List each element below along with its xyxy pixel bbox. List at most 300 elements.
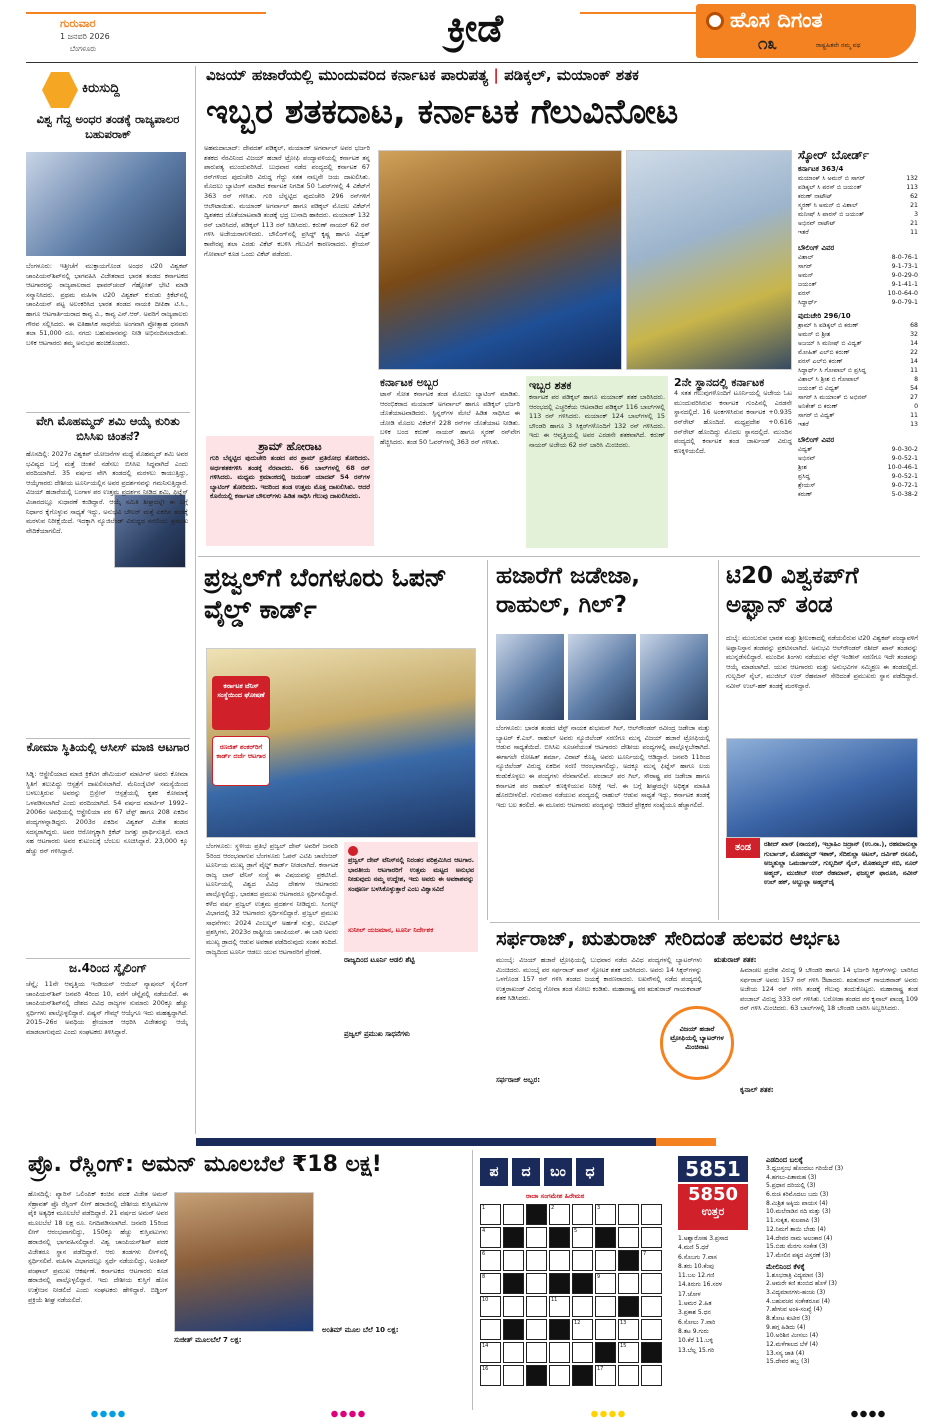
score-row [798,220,918,229]
prev-puzzle-box [678,1184,748,1230]
kirusuddi-story3-title: ಕೋಮಾ ಸ್ಥಿತಿಯಲ್ಲಿ ಆಸೀಸ್ ಮಾಜಿ ಆಟಗಾರ [26,740,190,754]
score-row-label: ಮನೀಷ್ ಸಿ ಪಾರಸ್ ಬಿ ಜಯಂತ್ [798,210,865,218]
score-row [798,385,918,394]
main-kicker-right: ಪಡಿಕ್ಕಲ್, ಮಯಾಂಕ್ ಶತಕ [504,66,639,84]
clues [766,1156,918,1367]
crossword-cell-number: 7 [643,1251,647,1257]
crossword-black-cell [503,1273,524,1294]
score-row-label: ಜಯಂತ್ ಬಿ ವಿದ್ವತ್ [798,384,840,392]
crossword-cell[interactable] [503,1365,524,1386]
score-row-value: 10-0-46-1 [887,463,918,471]
down-clues [766,1272,918,1368]
prajwal-sub1: ರಾಜ್ಯದಿಂದ ಟೂರ್ನಿ ಆಡಲಿ ಶೆಟ್ಟಿ [344,956,415,964]
afghan-team-photo [726,738,918,838]
score-row [798,473,918,482]
kirusuddi-story4-title: ಜ.4ರಿಂದ ಸ್ಕೈಲಿಂಗ್ [69,961,147,975]
sarfaraz-story [492,926,920,1136]
score-row-value: 11 [910,228,918,236]
clue-item: 1.ಶೂಭರಾತ್ರಿ ವಿದ್ಯಮಾನ (3) [766,1271,824,1279]
score-row [798,202,918,211]
quote-icon [348,846,358,856]
score-row-label: ಕರುಣ್ [798,490,813,498]
answers [678,1234,762,1355]
masthead-day: ಗುರುವಾರ [60,17,96,30]
score-row-value: 14 [910,357,918,365]
crossword-cell[interactable] [618,1319,639,1340]
crossword-cell[interactable] [480,1296,501,1317]
crossword-cell[interactable] [526,1227,547,1248]
sarfaraz-sub1: ಸರ್ಫರಾಜ್ ಅಬ್ಬರ: [496,1076,541,1084]
score-row-value: 21 [910,201,918,209]
kirusuddi-banner [36,70,158,110]
scoreboard [798,148,918,548]
score-row-value: 27 [910,393,918,401]
crossword-cell-number: 14 [482,1343,489,1349]
score-row-value: 11 [910,411,918,419]
scoreboard-title: ಸ್ಕೋರ್ ಬೋರ್ಡ್ [798,148,870,162]
score-row [798,263,918,272]
crossword-black-cell [572,1273,593,1294]
clue-item: 4.ಬಹುವಚನ ಸಂಕೇತರೂಪ (4) [766,1297,830,1305]
kirusuddi-label: ಕಿರುಸುದ್ದಿ [82,81,120,96]
puzzle-number: 5851 [678,1156,748,1182]
hazare-story [492,560,714,920]
box1-body: ಟಾಸ್ ಸೋತ ಕರ್ನಾಟಕ ತಂಡ ಮೊದಲು ಬ್ಯಾಟಿಂಗ್ ಮಾಡಿತು. ಆರಂಭಿಕರಾದ ಮಯಾಂಕ್ ಅಗರ್ವಾಲ್ ಹಾಗೂ ಪಡಿಕ್ಕಲ್ ಭರ್ಜರಿ ಜೊತೆಯಾಟವಾಡಿದರು. ಸ್ಪಿನ್ನರ್‌ಗಳ ಮೇಲೆ ಹಿಡಿತ ಸಾಧಿಸಿದ ಈ ಜೋಡಿ ಮೊದಲ ವಿಕೆಟ್‌ಗೆ 228 ರನ್‌ಗಳ ಜೊತೆಯಾಟ ನೀಡಿತು. ಬಳಿಕ ಬಂದ ಕರುಣ್ ನಾಯರ್ ಹಾಗೂ ಸ್ಮರಣ್ ರನ್‌ವೇಗ ಹೆಚ್ಚಿಸಿದರು. ತಂಡ 50 ಓವರ್‌ಗಳಲ್ಲಿ 363 ರನ್ ಗಳಿಸಿತು. [380,390,520,447]
section-color-bar [26,1138,918,1146]
column-divider [472,1150,473,1410]
score-row-value: 8 [914,375,918,383]
rahul-photo [496,634,564,720]
crossword-cell[interactable] [572,1250,593,1271]
sarfaraz-badge: ವಿಜಯ್ ಹಜಾರೆ ಟ್ರೋಫಿಯಲ್ಲಿ ಬ್ಯಾಟರ್‌ಗಳ ಮಿಂಚಿನಾಟ [660,1006,734,1080]
crossword-cell[interactable] [618,1227,639,1248]
answer-item: 6.ಸೋಲು 7.ವಾರಿ [678,1318,716,1326]
clue-item: 2.ಅಮರೇ ಕಣಿ ತುಂಬಿದ ಹೊಳೆ (3) [766,1280,837,1288]
crossword-black-cell [618,1250,639,1271]
masthead [0,0,945,64]
masthead-divider [26,62,918,63]
crossword-cell-number: 11 [551,1297,558,1303]
hazare-headline: ಹಜಾರೆಗೆ ಜಡೇಜಾ, ರಾಹುಲ್, ಗಿಲ್? [496,563,640,619]
crossword-cell[interactable] [595,1273,616,1294]
box-karnataka-abbara [380,376,520,548]
answer-item: 8.ತರು 10.ಕೆಂಪು [678,1262,714,1270]
score-row [798,412,918,421]
scoreboard-bowl2-title: ಬೌಲಿಂಗ್ ವಿವರ [798,436,835,444]
crossword-cell[interactable] [618,1365,639,1386]
clue-item: 15.ಬಿಡು ಮೆರಗು ಸಂಕೇತ (3) [766,1243,828,1251]
crossword-cell[interactable] [549,1250,570,1271]
crossword-cell[interactable] [526,1319,547,1340]
score-row-label: ಅಜಯ್ ಸಿ ಮನೀಷ್ ಬಿ ವಿದ್ವತ್ [798,339,862,347]
answer-item: 4.ಮಣಿ 5.ಧರೆ [678,1244,709,1252]
crossword-cell[interactable] [503,1250,524,1271]
score-row [798,322,918,331]
score-row [798,394,918,403]
crossword-cell-number: 5 [574,1228,578,1234]
crossword-title-tile: ದ [512,1158,540,1186]
score-row-label: ಕರುಣ್ ನಾಟೌಟ್ [798,192,833,200]
crossword-cell-number: 17 [597,1366,604,1372]
main-headline: ಇಬ್ಬರ ಶತಕದಾಟ, ಕರ್ನಾಟಕ ಗೆಲುವಿನೋಟ [206,92,679,132]
score-row-value: 3 [914,210,918,218]
score-row-label: ಅಮನ್ ಬಿ ಶ್ರೀಶ [798,330,831,338]
t20-headline: ಟಿ20 ವಿಶ್ವಕಪ್‌ಗೆ ಅಫ್ಘಾನ್ ತಂಡ [726,563,859,619]
score-row [798,184,918,193]
answer-label: ಉತ್ತರ [701,1205,725,1218]
crossword-title-tile: ಪ [480,1158,508,1186]
crossword-cell[interactable] [549,1365,570,1386]
clue-item: 4.ಹಗಲು-ಪಿತಾಮಹ (3) [766,1173,817,1181]
crossword-cell[interactable] [595,1296,616,1317]
across-title: ಎಡದಿಂದ ಬಲಕ್ಕೆ [766,1156,803,1164]
sarfaraz-body-right: ಹಿಮಾಚಲ ಪ್ರದೇಶ ವಿರುದ್ಧ 9 ಬೌಂಡರಿ ಹಾಗೂ 14 ಭರ್ಜರಿ ಸಿಕ್ಸರ್‌ಗಳನ್ನು ಬಾರಿಸಿದ ಸರ್ಫರಾಜ್ ಅವರು 157 ರನ್ ಗಳಿಸಿ ಔಟಾದರು. ಋತುರಾಜ್ ಗಾಯಕವಾಡ್ ಅವರು ಅಜೇಯ 124 ರನ್ ಗಳಿಸಿ ತಂಡಕ್ಕೆ ಗೆಲುವು ತಂದುಕೊಟ್ಟರು. ಮಹಾರಾಷ್ಟ್ರ ತಂಡ ಪಂಜಾಬ್ ವಿರುದ್ಧ 333 ರನ್ ಗಳಿಸಿತು. ಬರೋಡಾ ತಂಡದ ಪರ ಕೃನಾಲ್ ಪಾಂಡ್ಯ 109 ರನ್ ಗಳಿಸಿ ಮಿಂಚಿದರು. 63 ಬಾಲ್‌ಗಳಲ್ಲಿ 18 ಬೌಂಡರಿ ಬಾರಿಸಿ ಅಬ್ಬರಿಸಿದರು. [740,966,918,1013]
paper-name: ಹೊಸ ದಿಗಂತ [730,8,823,32]
crossword-title-tile: ಬಂ [544,1158,572,1186]
crossword-cell[interactable] [641,1250,662,1271]
crossword-cell[interactable] [480,1342,501,1363]
bar-orange [656,1138,716,1146]
brand-sun-icon [706,12,724,30]
page-number: ೧೩ [758,34,778,54]
clue-item: 11.ಸುಕೃತ, ಕುಲಪಾಪಿ (3) [766,1217,820,1225]
crossword-cell[interactable] [641,1204,662,1225]
prajwal-story [200,560,482,1135]
score-row [798,446,918,455]
shram-box-body: ಗುರಿ ಬೆನ್ನಟ್ಟಿದ ಪುದುಚೇರಿ ತಂಡದ ಪರ ಶ್ರಾಮ್ ಪ್ರತಿರೋಧ ತೋರಿದರು. ಅರ್ಧಶತಕಗಳಿಸಿ ತಂಡಕ್ಕೆ ನೆರವಾದರು. 66 ಬಾಲ್‌ಗಳಲ್ಲಿ 68 ರನ್ ಗಳಿಸಿದರು. ಮಧ್ಯಮ ಕ್ರಮಾಂಕದಲ್ಲಿ ಜಯಂತ್ ಯಾದವ್ 54 ರನ್‌ಗಳ ಬ್ಯಾಟಿಂಗ್‌ ತೋರಿದರು. ಇದರಿಂದ ತಂಡ ಉತ್ತಮ ಮೊತ್ತ ದಾಖಲಿಸಿತು. ಆದರೆ ಕೊನೆಯಲ್ಲಿ ಕರ್ನಾಟಕ ಬೌಲರ್‌ಗಳು ಹಿಡಿತ ಸಾಧಿಸಿ ಗೆಲುವು ದಾಖಲಿಸಿದರು. [210,454,370,501]
crossword-cell[interactable] [641,1273,662,1294]
answer-item: 17.ಜೋಳ [678,1290,701,1298]
kirusuddi-story1-body: ಬೆಂಗಳೂರು: ಇತ್ತೀಚೆಗೆ ಮುಕ್ತಾಯಗೊಂಡ ಅಂಧರ ಟಿ20 ವಿಶ್ವಕಪ್ ಚಾಂಪಿಯನ್‌ಶಿಪ್‌ನಲ್ಲಿ ಭಾಗವಹಿಸಿ ವಿಜೇತರಾದ ಭಾರತ ತಂಡದ ಕರ್ನಾಟಕದ ಆಟಗಾರರನ್ನು ರಾಜ್ಯಪಾಲರಾದ ಥಾವರ್‌ಚಂದ್ ಗೆಹ್ಲೋತ್ ಭೇಟಿ ಮಾಡಿ ಸನ್ಮಾನಿಸಿದರು. ಪ್ರಥಮ ಮಹಿಳಾ ಟಿ20 ವಿಶ್ವಕಪ್ ಕುರುಡು ಕ್ರಿಕೆಟ್‌ನಲ್ಲಿ ಚಾಂಪಿಯನ್ ಪಟ್ಟ ಅಲಂಕರಿಸಿದ ಭಾರತ ತಂಡದ ನಾಯಕಿ ದೀಪಿಕಾ ಟಿ.ಸಿ., ಹಾಗೂ ಆಟಗಾರ್ತಿಯರಾದ ಕಾವ್ಯ ವಿ., ಕಾವ್ಯ ಎನ್.ಆರ್. ಅವರಿಗೆ ರಾಜ್ಯಪಾಲರು ಗೌರವ ಸಲ್ಲಿಸಿದರು. ಈ ಐತಿಹಾಸಿಕ ಸಾಧನೆಯ ಅಂಗವಾಗಿ ಪ್ರೋತ್ಸಾಹ ಧನವಾಗಿ ತಲಾ 51,000 ರೂ. ನಗದು ಬಹುಮಾನವನ್ನು ನೀಡಿ ಅಭಿನಂದಿಸಲಾಯಿತು. ಬಳಿಕ ಆಟಗಾರರು ತಮ್ಮ ಅನುಭವ ಹಂಚಿಕೊಂಡರು. [26,262,188,347]
crossword-cell[interactable] [480,1250,501,1271]
score-row-value: 9-0-52-1 [891,454,918,462]
crossword-cell[interactable] [526,1250,547,1271]
clue-item: 7.ಹೇಳುವ ಅಂಕಿ-ಸಂಖ್ಯೆ (4) [766,1306,823,1314]
sarfaraz-body-left: ಮುಂಬೈ: ವಿಜಯ್ ಹಜಾರೆ ಟ್ರೋಫಿಯಲ್ಲಿ ಬುಧವಾರ ನಡೆದ ವಿವಿಧ ಪಂದ್ಯಗಳಲ್ಲಿ ಬ್ಯಾಟರ್‌ಗಳು ಮಿಂಚಿದರು. ಮುಂಬೈ ಪರ ಸರ್ಫರಾಜ್ ಖಾನ್ ಸ್ಫೋಟಕ ಶತಕ ಬಾರಿಸಿದರು. ಅವರು 14 ಸಿಕ್ಸರ್‌ಗಳನ್ನು ಒಳಗೊಂಡ 157 ರನ್ ಗಳಿಸಿ ತಂಡದ ಜಯಕ್ಕೆ ಕಾರಣರಾದರು. ಲಖನೌನಲ್ಲಿ ನಡೆದ ಪಂದ್ಯದಲ್ಲಿ ಉತ್ತರಾಖಂಡ್ ವಿರುದ್ಧ ಗೋವಾ ತಂಡ ಸೋಲು ಕಂಡಿತು. ಮಹಾರಾಷ್ಟ್ರ ಪರ ಋತುರಾಜ್ ಗಾಯಕವಾಡ್ ಶತಕ ಸಿಡಿಸಿದರು. [496,956,702,1003]
clue-item: 10.ಅರಿಶಿನ ಮೀಸಲು (4) [766,1332,819,1340]
padikkal-photo [626,150,792,370]
score-row [798,281,918,290]
prajwal-sub2: ಪ್ರಜ್ವಲ್ ಪ್ರಮುಖ ಸಾಧನೆಗಳು [344,1030,410,1038]
answer-item: 13.ಬೆಲ್ಲ 15.ಗರಿ [678,1346,715,1354]
section-divider [490,922,920,923]
column-divider [195,66,196,1134]
prajwal-body: ಬೆಂಗಳೂರು: ಸ್ಥಳೀಯ ಪ್ರತಿಭೆ ಪ್ರಜ್ವಲ್ ದೇವ್ ಅವರಿಗೆ ಜನವರಿ 5ರಿಂದ ಆರಂಭವಾಗುವ ಬೆಂಗಳೂರು ಓಪನ್ ಎಟಿಪಿ ಚಾಲೆಂಜರ್ ಟೂರ್ನಿಯ ಮುಖ್ಯ ಡ್ರಾಗೆ ವೈಲ್ಡ್ ಕಾರ್ಡ್ ನೀಡಲಾಗಿದೆ. ಕರ್ನಾಟಕ ರಾಜ್ಯ ಲಾನ್ ಟೆನಿಸ್ ಸಂಸ್ಥೆ ಈ ವಿಷಯವನ್ನು ಪ್ರಕಟಿಸಿದೆ. ಟೂರ್ನಿಯಲ್ಲಿ ವಿಶ್ವದ ವಿವಿಧ ದೇಶಗಳ ಆಟಗಾರರು ಪಾಲ್ಗೊಳ್ಳಲಿದ್ದು, ಭಾರತದ ಪ್ರಮುಖ ಆಟಗಾರರೂ ಸ್ಪರ್ಧಿಸಲಿದ್ದಾರೆ. ಕಳೆದ ವರ್ಷ ಪ್ರಜ್ವಲ್ ಉತ್ತಮ ಪ್ರದರ್ಶನ ನೀಡಿದ್ದರು. ಸಿಂಗಲ್ಸ್ ವಿಭಾಗದಲ್ಲಿ 32 ಆಟಗಾರರು ಸ್ಪರ್ಧಿಸಲಿದ್ದಾರೆ. ಪ್ರಜ್ವಲ್ ಪ್ರಮುಖ ಸಾಧನೆಗಳು: 2024 ವಿಂಬಲ್ಡನ್ ಅರ್ಹತೆ ಸುತ್ತು, ಐಟಿಎಫ್ ಪ್ರಶಸ್ತಿಗಳು, 2023ರ ರಾಷ್ಟ್ರೀಯ ಚಾಂಪಿಯನ್. ಈ ಬಾರಿ ಅವರು ಮುಖ್ಯ ಡ್ರಾದಲ್ಲಿ ಆಡುವ ಅವಕಾಶ ಪಡೆದಿರುವುದು ಸಂತಸ ತಂದಿದೆ. ರಾಜ್ಯದಿಂದ ಟೂರ್ನಿ ಆಡಲು ಯುವ ಆಟಗಾರರಿಗೆ ಪ್ರೇರಣೆ. [206,842,338,956]
score-row-value: 9-0-30-2 [891,446,918,453]
crossword-cell[interactable] [595,1204,616,1225]
box3-title: 2ನೇ ಸ್ಥಾನದಲ್ಲಿ ಕರ್ನಾಟಕ [674,376,765,389]
governor-photo [26,152,186,256]
crossword-compiler: ರಾಜಾ ಸಂಗಮೇಶ ಹಿರೇಮಠ [526,1192,585,1200]
masthead-top-bar [26,12,266,14]
crossword-cell[interactable] [572,1204,593,1225]
column-divider [718,560,719,920]
score-row-label: ಇತರೆ [798,228,809,236]
column-divider [487,560,488,920]
score-row [798,376,918,385]
crossword [476,1152,920,1414]
prajwal-quote-box [344,842,478,952]
crossword-cell-number: 12 [574,1320,581,1326]
crossword-black-cell [549,1227,570,1248]
masthead-city: ಬೆಂಗಳೂರು [70,45,97,53]
crossword-cell-number: 15 [620,1343,627,1349]
shram-box [206,436,374,546]
score-row-value: 54 [910,384,918,392]
main-kicker-left: ವಿಜಯ್ ಹಜಾರೆಯಲ್ಲಿ ಮುಂದುವರಿದ ಕರ್ನಾಟಕ ಪಾರುಪತ್ಯ [206,66,489,84]
score-row [798,229,918,238]
score-row-value: 68 [910,322,918,329]
crossword-cell[interactable] [641,1227,662,1248]
crossword-black-cell [503,1319,524,1340]
score-row-value: 32 [910,330,918,338]
score-row-value: 9-1-73-1 [891,262,918,270]
score-row-label: ಪರಸ್ [798,289,811,297]
clue-item: 15.ದೇವರ ಹಬ್ಬ (3) [766,1358,810,1366]
brand-block [696,4,916,58]
score-row-label: ಸಿದ್ಧಾರ್ಥ್ [798,298,818,306]
crossword-black-cell [549,1273,570,1294]
kirusuddi-story3-body: ಸಿಡ್ನಿ: ಆಸ್ಟ್ರೇಲಿಯಾದ ಮಾಜಿ ಕ್ರಿಕೆಟಿಗ ಡೇಮಿಯನ್ ಮಾರ್ಟಿನ್ ಅವರು ಕೋಮಾ ಸ್ಥಿತಿಗೆ ತಲುಪಿದ್ದು ಆಸ್ಪತ್ರೆಗೆ ದಾಖಲಿಸಲಾಗಿದೆ. ಮೆನಿಂಜೈಟಿಸ್ ಸಮಸ್ಯೆಯಿಂದ ಬಳಲುತ್ತಿರುವ ಅವರನ್ನು ಬ್ರಿಸ್ಬೇನ್ ಆಸ್ಪತ್ರೆಯಲ್ಲಿ ಕೃತಕ ಕೋಮಾಕ್ಕೆ ಒಳಪಡಿಸಲಾಗಿದೆ ಎಂದು ವರದಿಯಾಗಿದೆ. 54 ವರ್ಷದ ಮಾರ್ಟಿನ್ 1992–2006ರ ಅವಧಿಯಲ್ಲಿ ಆಸ್ಟ್ರೇಲಿಯಾ ಪರ 67 ಟೆಸ್ಟ್ ಹಾಗೂ 208 ಏಕದಿನ ಪಂದ್ಯಗಳನ್ನಾಡಿದ್ದರು. 2003ರ ಏಕದಿನ ವಿಶ್ವಕಪ್ ವಿಜೇತ ತಂಡದ ಸದಸ್ಯರಾಗಿದ್ದರು. ಅವರ ಆರೋಗ್ಯಕ್ಕಾಗಿ ಕ್ರಿಕೆಟ್ ಜಗತ್ತು ಪ್ರಾರ್ಥಿಸುತ್ತಿದೆ. ಮಾಜಿ ಸಹ ಆಟಗಾರರು ಅವರ ಕುಟುಂಬಕ್ಕೆ ಬೆಂಬಲ ಸೂಚಿಸಿದ್ದಾರೆ. 23,000 ಕ್ಕೂ ಹೆಚ್ಚು ರನ್ ಗಳಿಸಿದ್ದಾರೆ. [26,770,188,855]
score-row-label: ಶ್ರಾಮ್ ಸಿ ಪಡಿಕ್ಕಲ್ ಬಿ ಕರುಣ್ [798,322,859,329]
masthead-date: 1 ಜನವರಿ 2026 [60,32,110,41]
crossword-cell[interactable] [480,1365,501,1386]
clue-item: 3.ಧ್ವಜಸ್ತಂಭ ಹೊಂದಲು ಗರಿಯೆದೆ (3) [766,1165,844,1172]
crossword-cell[interactable] [572,1342,593,1363]
answer-item: 6.ಸೊಬಗು 7.ವಾಸ [678,1253,717,1261]
aman-photo [174,1192,314,1332]
score-row-label: ಪ್ರಸಿದ್ಧ [798,472,811,480]
crossword-cell-number: 8 [482,1274,486,1280]
crossword-cell[interactable] [572,1296,593,1317]
score-row-value: 10-0-64-0 [887,289,918,297]
score-row-label: ಸ್ಮರಣ್ ಸಿ ಅಮನ್ ಬಿ ವಿಶಾಲ್ [798,201,858,209]
crossword-cell[interactable] [503,1342,524,1363]
clue-item: 12.ನಿಮಗೆ ತಾಯಿ ಬೇಡು (4) [766,1225,826,1233]
box-ibbara-shataka [526,376,668,548]
sarfaraz-headline: ಸರ್ಫರಾಜ್, ಋತುರಾಜ್ ಸೇರಿದಂತೆ ಹಲವರ ಆರ್ಭಟ [496,926,841,950]
score-row-label: ವಿದ್ವತ್ [798,446,813,453]
crossword-cell[interactable] [618,1273,639,1294]
score-row-label: ಅಭಿನವ್ [798,454,816,462]
crossword-cell-number: 1 [482,1205,486,1211]
score-row-label: ಶ್ರೇಯಸ್ [798,481,816,489]
answer-item: 11.ಬಲ 12.ಗಣಿ [678,1272,715,1280]
score-row [798,254,918,263]
box-second-place [674,376,792,548]
t20-squad-label: ತಂಡ [726,838,760,858]
clue-item: 6.ರುಚಿ ಕರಿಮೊದಲು ಬದು (3) [766,1191,829,1199]
score-row [798,331,918,340]
crossword-cell-number: 2 [551,1205,555,1211]
crossword-cell[interactable] [618,1204,639,1225]
gill-photo [640,634,708,720]
crossword-cell[interactable] [526,1342,547,1363]
crossword-title-tile: ಧ [576,1158,604,1186]
crossword-black-cell [618,1296,639,1317]
kicker-separator: | [493,66,505,84]
scoreboard-bowl1 [798,254,918,308]
kirusuddi-story1-title: ವಿಶ್ವ ಗೆದ್ದ ಅಂಧರ ತಂಡಕ್ಕೆ ರಾಜ್ಯಪಾಲರ ಬಹುಪರಾಕ್ [36,112,180,141]
finger-icon [42,72,78,108]
crossword-cell[interactable] [641,1296,662,1317]
score-row [798,211,918,220]
crossword-cell[interactable] [480,1227,501,1248]
kirusuddi-column [26,66,190,1134]
t20-story [724,560,920,920]
score-row-label: ಇತರೆ [798,420,809,428]
clue-item: 8.ಮಿಶ್ರಿತ ಅಕ್ಕಿಯ ಪಾಯಸ (4) [766,1199,828,1207]
crossword-cell-number: 4 [482,1228,486,1234]
prajwal-quote-author: ಸುನೀಲ್ ಯಜಮಾನ, ಟೂರ್ನಿ ನಿರ್ದೇಶಕ [348,926,434,934]
bar-navy [196,1138,656,1146]
prev-puzzle-number: 5850 [687,1184,739,1205]
registration-dots [0,1410,945,1419]
score-row-value: 9-0-72-1 [891,481,918,489]
score-row-label: ಶ್ರೀಶ [798,463,807,471]
crossword-black-cell [526,1204,547,1225]
score-row-value: 8-0-76-1 [891,254,918,261]
score-row-label: ಅಮನ್ [798,271,814,279]
score-row [798,340,918,349]
answer-item: 1.ಅಮರ 2.ಹಿತ [678,1300,712,1308]
kirusuddi-story2-title: ವೇಗಿ ಮೊಹಮ್ಮದ್ ಶಮಿ ಆಯ್ಕೆ ಕುರಿತು ಬಿಸಿಸಿಐ ಚಿಂತನೆ? [36,414,180,443]
crossword-cell[interactable] [480,1204,501,1225]
prajwal-badge1: ಕರ್ನಾಟಕ ಟೆನಿಸ್ ಸಂಸ್ಥೆಯಿಂದ ಘೋಷಣೆ [212,676,270,730]
score-row-value: 132 [906,175,918,182]
crossword-cell[interactable] [503,1296,524,1317]
wrestling-body: ಹೊಸದಿಲ್ಲಿ: ಪ್ಯಾರಿಸ್ ಒಲಿಂಪಿಕ್ ಕಂಚಿನ ಪದಕ ವಿಜೇತ ಅಮನ್ ಸೆಹ್ರಾವತ್ ಪ್ರೊ ರೆಸ್ಲಿಂಗ್ ಲೀಗ್ ಹರಾಜಿನಲ್ಲಿ ದೇಶೀಯ ಕುಸ್ತಿಪಟುಗಳ ಪೈಕಿ ಅತ್ಯಧಿಕ ಮೂಲಬೆಲೆ ಪಡೆದಿದ್ದಾರೆ. 21 ವರ್ಷದ ಅಮನ್ ಅವರ ಮೂಲಬೆಲೆ 18 ಲಕ್ಷ ರೂ. ನಿಗದಿಪಡಿಸಲಾಗಿದೆ. ಜನವರಿ 15ರಿಂದ ಲೀಗ್ ಆರಂಭವಾಗಲಿದ್ದು, 150ಕ್ಕೂ ಹೆಚ್ಚು ಕುಸ್ತಿಪಟುಗಳು ಹರಾಜಿನಲ್ಲಿ ಭಾಗವಹಿಸಲಿದ್ದಾರೆ. ವಿಶ್ವ ಚಾಂಪಿಯನ್‌ಶಿಪ್ ಪದಕ ವಿಜೇತರೂ ಸ್ಥಾನ ಪಡೆದಿದ್ದಾರೆ. ಆರು ತಂಡಗಳು ಲೀಗ್‌ನಲ್ಲಿ ಸ್ಪರ್ಧಿಸಲಿವೆ. ಮಹಿಳಾ ವಿಭಾಗದಲ್ಲೂ ಸ್ಪರ್ಧೆ ನಡೆಯಲಿದ್ದು, ಅಂತಿಮ್ ಪಂಘಾಲ್ ಪ್ರಮುಖ ಆಕರ್ಷಣೆ. ಕರ್ನಾಟಕದ ಆಟಗಾರರು ಕೂಡ ಹರಾಜಿನಲ್ಲಿ ಪಾಲ್ಗೊಳ್ಳಲಿದ್ದಾರೆ. ಇದು ದೇಶೀಯ ಕುಸ್ತಿಗೆ ಹೊಸ ಉತ್ತೇಜನ ನೀಡಲಿದೆ ಎಂದು ಸಂಘಟಕರು ಹೇಳಿದ್ದಾರೆ. ಬಿಡ್ಡಿಂಗ್ ಪ್ರಕ್ರಿಯೆ ಶೀಘ್ರ ನಡೆಯಲಿದೆ. [28,1190,168,1304]
box2-body: ಕರ್ನಾಟಕ ಪರ ಪಡಿಕ್ಕಲ್ ಹಾಗೂ ಮಯಾಂಕ್ ಶತಕ ಬಾರಿಸಿದರು. ಆರಂಭದಲ್ಲಿ ಎಚ್ಚರಿಕೆಯ ಆಟವಾಡಿದ ಪಡಿಕ್ಕಲ್ 116 ಬಾಲ್‌ಗಳಲ್ಲಿ 113 ರನ್ ಗಳಿಸಿದರು. ಮಯಾಂಕ್ 124 ಬಾಲ್‌ಗಳಲ್ಲಿ 15 ಬೌಂಡರಿ ಹಾಗೂ 3 ಸಿಕ್ಸರ್‌ಗಳೊಂದಿಗೆ 132 ರನ್ ಗಳಿಸಿದರು. ಇದು ಈ ಆವೃತ್ತಿಯಲ್ಲಿ ಅವರ ಎರಡನೇ ಶತಕವಾಗಿದೆ. ಕರುಣ್ ನಾಯರ್ ಅಜೇಯ 62 ರನ್ ಬಾರಿಸಿ ಮಿಂಚಿದರು. [529,393,665,450]
score-row-label: ಅನಿಕೇತ್ ಬಿ ಕರುಣ್ [798,402,838,410]
main-story [200,64,920,554]
score-row-value: 9-0-29-0 [891,271,918,279]
clue-item: 9.ಹಗ್ಗ ಹಿಡಿದು (4) [766,1323,806,1331]
main-body: ಅಹಮದಾಬಾದ್: ದೇವದತ್ ಪಡಿಕ್ಕಲ್, ಮಯಾಂಕ್ ಅಗರ್ವಾಲ್ ಅವರ ಭರ್ಜರಿ ಶತಕದ ನೆರವಿನಿಂದ ವಿಜಯ್ ಹಜಾರೆ ಟ್ರೋಫಿ ಪಂದ್ಯಾವಳಿಯಲ್ಲಿ ಕರ್ನಾಟಕ ತನ್ನ ಪಾರುಪತ್ಯ ಮುಂದುವರಿಸಿದೆ. ಬುಧವಾರ ನಡೆದ ಪಂದ್ಯದಲ್ಲಿ ಕರ್ನಾಟಕ 67 ರನ್‌ಗಳಿಂದ ಪುದುಚೇರಿ ವಿರುದ್ಧ ಗೆದ್ದು ಸತತ ನಾಲ್ಕನೇ ಜಯ ದಾಖಲಿಸಿತು. ಮೊದಲು ಬ್ಯಾಟಿಂಗ್ ಮಾಡಿದ ಕರ್ನಾಟಕ ನಿಗದಿತ 50 ಓವರ್‌ಗಳಲ್ಲಿ 4 ವಿಕೆಟ್‌ಗೆ 363 ರನ್ ಗಳಿಸಿತು. ಗುರಿ ಬೆನ್ನಟ್ಟಿದ ಪುದುಚೇರಿ 296 ರನ್‌ಗಳಿಗೆ ಆಲೌಟಾಯಿತು. ಮಯಾಂಕ್ ಅಗರ್ವಾಲ್ ಹಾಗೂ ಪಡಿಕ್ಕಲ್ ಮೊದಲ ವಿಕೆಟ್‌ಗೆ ದ್ವಿಶತಕದ ಜೊತೆಯಾಟವಾಡಿ ತಂಡಕ್ಕೆ ಭದ್ರ ಬುನಾದಿ ಹಾಕಿದರು. ಮಯಾಂಕ್ 132 ರನ್ ಬಾರಿಸಿದರೆ, ಪಡಿಕ್ಕಲ್ 113 ರನ್ ಸಿಡಿಸಿದರು. ಕರುಣ್ ನಾಯರ್ 62 ರನ್ ಗಳಿಸಿ ಅಜೇಯರಾಗುಳಿದರು. ಬೌಲಿಂಗ್‌ನಲ್ಲಿ ಪ್ರಸಿದ್ಧ್ ಕೃಷ್ಣ ಹಾಗೂ ವಿದ್ವತ್ ಕಾವೇರಪ್ಪ ತಲಾ ಎರಡು ವಿಕೆಟ್ ಕಬಳಿಸಿ ಗೆಲುವಿಗೆ ಕಾರಣರಾದರು. ಶ್ರೇಯಸ್ ಗೋಪಾಲ್ ಕೂಡ ಒಂದು ವಿಕೆಟ್ ಪಡೆದರು. [204,144,370,258]
crossword-cell[interactable] [549,1296,570,1317]
clue-item: 5.ಪ್ರಧಾನ ದರಿಯಲ್ಲಿ (3) [766,1182,816,1190]
answer-item: 8.ತಟ 9.ಗುರು [678,1327,709,1335]
mayank-photo [378,150,622,370]
crossword-black-cell [641,1342,662,1363]
crossword-cell[interactable] [618,1342,639,1363]
crossword-cell[interactable] [503,1204,524,1225]
score-row [798,367,918,376]
wrestling-sub1: ಸುಜೀತ್ ಮೂಲಬೆಲೆ 7 ಲಕ್ಷ: [174,1336,242,1344]
crossword-cell[interactable] [526,1273,547,1294]
clue-item: 13.ಸಸ್ಯ ಜಾತಿ (4) [766,1349,805,1357]
score-row-label: ವಿಶಾಲ್ ಸಿ ಶ್ರೀಶ ಬಿ ಗೋಪಾಲ್ [798,375,860,383]
crossword-cell[interactable] [526,1296,547,1317]
answer-item: 14.ತಿರುಗು 16.ಸರಳ [678,1281,723,1289]
clue-item: 14.ದೇವರ ನಾಮ ಅಲಂಕಾರ (4) [766,1234,833,1242]
score-row [798,491,918,500]
score-row [798,299,918,308]
crossword-cell-number: 13 [620,1320,627,1326]
divider [26,738,190,739]
scoreboard-bowl1-title: ಬೌಲಿಂಗ್ ವಿವರ [798,244,835,252]
score-row-value: 22 [910,348,918,356]
jadeja-photo [568,634,636,720]
score-row-value: 9-0-52-1 [891,472,918,480]
crossword-cell[interactable] [572,1319,593,1340]
wrestling-story [26,1150,468,1412]
dots-left [90,1410,126,1418]
scoreboard-team1: ಕರ್ನಾಟಕ 363/4 [798,165,844,173]
score-row-value: 21 [910,219,918,227]
clue-item: 17.ಮೇಲಿನ ಪಕ್ಕದ ವಿಸ್ತರಣೆ (3) [766,1251,831,1259]
score-row-value: 5-0-38-2 [891,490,918,498]
score-row-label: ಪಡಿಕ್ಕಲ್ ಸಿ ಪರಸ್ ಬಿ ಜಯಂತ್ [798,183,862,191]
score-row [798,455,918,464]
crossword-cell[interactable] [549,1342,570,1363]
score-row-label: ಸಾಗರ್ ಸಿ ಮಯಾಂಕ್ ಬಿ ಅಭಿನವ್ [798,393,868,401]
dots-mid2 [590,1410,626,1418]
score-row-label: ಅಭಿನವ್ ನಾಟೌಟ್ [798,219,836,227]
crossword-black-cell [572,1365,593,1386]
box3-body: 4 ಸತತ ಗೆಲುವುಗಳೊಂದಿಗೆ ಟೂರ್ನಿಯಲ್ಲಿ ಅಜೇಯ ಓಟ ಮುಂದುವರಿಸಿರುವ ಕರ್ನಾಟಕ ಗುಂಪಿನಲ್ಲಿ ಎರಡನೇ ಸ್ಥಾನದಲ್ಲಿದೆ. 16 ಅಂಕಗಳಿಸಿರುವ ಕರ್ನಾಟಕ +0.935 ರನ್‌ರೇಟ್ ಹೊಂದಿದೆ. ಮಧ್ಯಪ್ರದೇಶ +0.616 ರನ್‌ರೇಟ್ ಹೊಂದಿದ್ದು ಮೊದಲ ಸ್ಥಾನದಲ್ಲಿದೆ. ಮುಂದಿನ ಪಂದ್ಯದಲ್ಲಿ ಕರ್ನಾಟಕ ತಂಡ ಜಾರ್ಖಂಡ್ ವಿರುದ್ಧ ಕಣಕ್ಕಿಳಿಯಲಿದೆ. [674,389,792,455]
t20-squad: ರಶೀದ್ ಖಾನ್ (ನಾಯಕ), ಇಬ್ರಾಹಿಂ ಜದ್ರಾನ್ (ಉ.ನಾ.), ರಹಮಾನುಲ್ಲಾ ಗುರ್ಬಾಜ್, ಮೊಹಮ್ಮದ್ ಇಶಾಕ್, ಸೆದಿಕುಲ್ಲಾ ಅಟಲ್, ದರ್ವಿಶ್ ರಸೂಲಿ, ಅಜ್ಮತುಲ್ಲಾ ಒಮರ್ಜಾಯ್, ಗುಲ್ಬದಿನ್ ನೈಬ್, ಮೊಹಮ್ಮದ್ ನಬಿ, ನೂರ್ ಅಹ್ಮದ್, ಮುಜೀಬ್ ಉರ್ ರೆಹಮಾನ್, ಫಜಲ್ಹಕ್ ಫಾರೂಕಿ, ನವೀನ್ ಉಲ್ ಹಕ್, ಅಬ್ದುಲ್ಲಾ ಅಹ್ಮದ್‌ಜೈ [764,840,918,887]
crossword-cell-number: 3 [597,1205,601,1211]
score-row-value: 9-0-79-1 [891,298,918,306]
sarfaraz-sub3: ಕೃನಾಲ್ ಶತಕ: [740,1086,774,1094]
score-row-label: ಸಾಗರ್ ಬಿ ವಿದ್ವತ್ [798,411,835,419]
score-row-label: ಸಾಗರ್ [798,262,813,270]
box1-title: ಕರ್ನಾಟಕ ಅಬ್ಬರ [380,376,439,389]
score-row-label: ಜಯಂತ್ [798,280,817,288]
scoreboard-bat1 [798,175,918,238]
clue-item: 12.ಮಳೆಗಾಲದ ಬೆಳೆ (4) [766,1341,819,1349]
score-row-label: ಸಿದ್ದಾರ್ಥ್ ಸಿ ಗೋಪಾಲ್ ಬಿ ಪ್ರಸಿದ್ಧ [798,366,867,374]
main-kicker [206,66,916,90]
crossword-cell[interactable] [641,1319,662,1340]
score-row-value: 9-1-41-1 [891,280,918,288]
crossword-cell[interactable] [480,1273,501,1294]
crossword-cell-number: 16 [482,1366,489,1372]
crossword-cell-number: 10 [482,1297,489,1303]
crossword-grid [480,1204,670,1394]
score-row-value: 11 [910,366,918,374]
score-row-label: ಪರಸ್ ಎಲ್‌ಬಿ ಕರುಣ್ [798,357,843,365]
kirusuddi-story4-body: ಚೆನ್ನೈ: 11ನೇ ಆವೃತ್ತಿಯ ಇಂಡಿಯನ್ ಆಯಿಲ್ ನ್ಯಾಷನಲ್ ಸೈಲಿಂಗ್ ಚಾಂಪಿಯನ್‌ಶಿಪ್ ಜನವರಿ 4ರಿಂದ 10, ವರೆಗೆ ಚೆನ್ನೈನಲ್ಲಿ ನಡೆಯಲಿದೆ. ಈ ಚಾಂಪಿಯನ್‌ಶಿಪ್‌ನಲ್ಲಿ ದೇಶದ ವಿವಿಧ ರಾಜ್ಯಗಳ ಸುಮಾರು 200ಕ್ಕೂ ಹೆಚ್ಚು ಸ್ಪರ್ಧಿಗಳು ಪಾಲ್ಗೊಳ್ಳಲಿದ್ದಾರೆ. ಏಷ್ಯನ್ ಗೇಮ್ಸ್ ಆಯ್ಕೆಗೂ ಇದು ಮಹತ್ವದ್ದಾಗಿದೆ. 2015–26ರ ಅವಧಿಯ ಶ್ರೇಯಾಂಕ ಆಧರಿಸಿ ವಿಜೇತರನ್ನು ಆಯ್ಕೆ ಮಾಡಲಾಗುವುದು ಎಂದು ಸಂಘಟಕರು ತಿಳಿಸಿದ್ದಾರೆ. [26,980,188,1037]
hazare-body: ಬೆಂಗಳೂರು: ಭಾರತ ತಂಡದ ಟೆಸ್ಟ್ ನಾಯಕ ಶುಭಮನ್ ಗಿಲ್, ಆಲ್‌ರೌಂಡರ್ ರವೀಂದ್ರ ಜಡೇಜಾ ಮತ್ತು ಬ್ಯಾಟರ್ ಕೆ.ಎಲ್. ರಾಹುಲ್ ಅವರು ನ್ಯೂಜಿಲೆಂಡ್ ಸರಣಿಗೂ ಮುನ್ನ ವಿಜಯ್ ಹಜಾರೆ ಟ್ರೋಫಿಯಲ್ಲಿ ಆಡುವ ಸಾಧ್ಯತೆಯಿದೆ. ಬಿಸಿಸಿಐ ಸೂಚನೆಯಂತೆ ಆಟಗಾರರು ದೇಶೀಯ ಪಂದ್ಯಗಳಲ್ಲಿ ಪಾಲ್ಗೊಳ್ಳಬೇಕಾಗಿದೆ. ಈಗಾಗಲೇ ರೋಹಿತ್ ಶರ್ಮಾ, ವಿರಾಟ್ ಕೊಹ್ಲಿ ಅವರು ಟೂರ್ನಿಯಲ್ಲಿ ಆಡಿದ್ದಾರೆ. ಜನವರಿ 11ರಿಂದ ನ್ಯೂಜಿಲೆಂಡ್ ವಿರುದ್ಧ ಏಕದಿನ ಸರಣಿ ಆರಂಭವಾಗಲಿದ್ದು, ಅದಕ್ಕೂ ಮುನ್ನ ಫಿಟ್ನೆಸ್ ಹಾಗೂ ಲಯ ಕಂಡುಕೊಳ್ಳಲು ಈ ಪಂದ್ಯಗಳು ನೆರವಾಗಲಿವೆ. ಪಂಜಾಬ್ ಪರ ಗಿಲ್, ಸೌರಾಷ್ಟ್ರ ಪರ ಜಡೇಜಾ ಹಾಗೂ ಕರ್ನಾಟಕ ಪರ ರಾಹುಲ್ ಕಣಕ್ಕಿಳಿಯುವ ನಿರೀಕ್ಷೆ ಇದೆ. ಈ ಬಗ್ಗೆ ಶೀಘ್ರದಲ್ಲೇ ಅಧಿಕೃತ ಮಾಹಿತಿ ಹೊರಬೀಳಲಿದೆ. ಗುರುವಾರ ನಡೆಯುವ ಪಂದ್ಯದಲ್ಲಿ ರಾಹುಲ್ ಆಡುವ ಸಾಧ್ಯತೆ ಇದ್ದು, ಕರ್ನಾಟಕ ತಂಡಕ್ಕೆ ಇದು ಬಲ ತರಲಿದೆ. ಈ ಮೂವರು ಆಟಗಾರರು ಪಂದ್ಯವನ್ನು ಆಡಿದರೆ ಪ್ರೇಕ್ಷಕರ ಸಂಖ್ಯೆಯೂ ಹೆಚ್ಚಾಗಲಿದೆ. [496,724,710,809]
score-row [798,464,918,473]
crossword-cell[interactable] [595,1319,616,1340]
score-row [798,421,918,430]
crossword-cell[interactable] [549,1204,570,1225]
score-row-value: 13 [910,420,918,428]
crossword-cell[interactable] [572,1227,593,1248]
t20-body: ದುಬೈ: ಮುಂಬರುವ ಭಾರತ ಮತ್ತು ಶ್ರೀಲಂಕಾದಲ್ಲಿ ನಡೆಯಲಿರುವ ಟಿ20 ವಿಶ್ವಕಪ್ ಪಂದ್ಯಾವಳಿಗೆ ಅಫ್ಘಾನಿಸ್ತಾನ ತಂಡವನ್ನು ಪ್ರಕಟಿಸಲಾಗಿದೆ. ಅನುಭವಿ ಆಲ್‌ರೌಂಡರ್ ರಶೀದ್ ಖಾನ್ ತಂಡವನ್ನು ಮುನ್ನಡೆಸಲಿದ್ದಾರೆ. ಮುಂದಿನ ತಿಂಗಳು ನಡೆಯುವ ವೆಸ್ಟ್ ಇಂಡೀಸ್ ಸರಣಿಗೂ ಇದೇ ತಂಡವನ್ನು ಆಯ್ಕೆ ಮಾಡಲಾಗಿದೆ. ಯುವ ಆಟಗಾರರು ಮತ್ತು ಅನುಭವಿಗಳ ಸಮ್ಮಿಶ್ರಣ ಈ ತಂಡದಲ್ಲಿದೆ. ಗುಲ್ಬದಿನ್ ನೈಬ್, ಮುಜೀಬ್ ಉರ್ ರೆಹಮಾನ್ ಸೇರಿದಂತೆ ಪ್ರಮುಖರು ಸ್ಥಾನ ಪಡೆದಿದ್ದಾರೆ. ನವೀನ್ ಉಲ್-ಹಕ್ ತಂಡಕ್ಕೆ ಮರಳಿದ್ದಾರೆ. [726,634,918,691]
crossword-cell[interactable] [595,1250,616,1271]
score-row [798,175,918,184]
divider [26,412,190,413]
clue-item: 8.ತೋಟ ಕುಟೀರ (3) [766,1315,811,1322]
clue-item: 3.ವಿದ್ಯಮಾನಗಳು-ಹಂಚು (3) [766,1288,826,1296]
prajwal-headline: ಪ್ರಜ್ವಲ್‌ಗೆ ಬೆಂಗಳೂರು ಓಪನ್ ವೈಲ್ಡ್ ಕಾರ್ಡ್ [204,563,447,624]
divider [26,958,190,959]
crossword-cell[interactable] [595,1365,616,1386]
down-title: ಮೇಲಿನಿಂದ ಕೆಳಕ್ಕೆ [766,1262,805,1271]
crossword-cell[interactable] [641,1365,662,1386]
prajwal-quote: ಪ್ರಜ್ವಲ್ ದೇವ್ ಟೆನಿಸ್‌ನಲ್ಲಿ ನಿರಂತರ ಪರಿಶ್ರಮಿಸಿದ ಆಟಗಾರ. ಭಾರತೀಯ ಆಟಗಾರರಿಗೆ ಉತ್ತಮ ಮಟ್ಟದ ಅನುಭವ ನೀಡುವುದು ನಮ್ಮ ಉದ್ದೇಶ, ಇದು ಅವರು ಈ ಅವಕಾಶವನ್ನು ಸಂಪೂರ್ಣ ಬಳಸಿಕೊಳ್ಳುತ್ತಾರೆ ಎಂಬ ವಿಶ್ವಾಸವಿದೆ [348,856,474,893]
crossword-cell[interactable] [480,1319,501,1340]
scoreboard-bat2 [798,322,918,430]
kirusuddi-story2-body: ಹೊಸದಿಲ್ಲಿ: 2027ರ ವಿಶ್ವಕಪ್ ಯೋಜನೆಗಳ ಮಧ್ಯೆ ಮೊಹಮ್ಮದ್ ಶಮಿ ಅವರ ಭವಿಷ್ಯದ ಬಗ್ಗೆ ಮತ್ತೆ ಚಿಂತನೆ ನಡೆಸಲು ಬಿಸಿಸಿಐ ಸಿದ್ಧವಾಗಿದೆ ಎಂದು ವರದಿಯಾಗಿದೆ. 35 ವರ್ಷದ ವೇಗಿ ತಂಡದಲ್ಲಿ ಮರಳಲು ಕಾಯುತ್ತಿದ್ದು, ಆಯ್ಕೆಗಾರರು ದೇಶೀಯ ಟೂರ್ನಿಯಲ್ಲಿನ ಅವರ ಪ್ರದರ್ಶನವನ್ನು ಗಮನಿಸುತ್ತಿದ್ದಾರೆ. ವಿಜಯ್ ಹಜಾರೆಯಲ್ಲಿ ಬಂಗಾಳ ಪರ ಉತ್ತಮ ಪ್ರದರ್ಶನ ನೀಡಿದ ಶಮಿ, ಫಿಟ್ನೆಸ್ ವಿಚಾರದಲ್ಲೂ ಸುಧಾರಣೆ ಕಂಡಿದ್ದಾರೆ. ಆಯ್ಕೆ ಸಮಿತಿ ಶೀಘ್ರದಲ್ಲೇ ಈ ಬಗ್ಗೆ ನಿರ್ಧಾರ ಕೈಗೊಳ್ಳುವ ಸಾಧ್ಯತೆ ಇದ್ದು, ಅನುಭವಿ ಬೌಲರ್ ಮತ್ತೆ ಏಕದಿನ ತಂಡಕ್ಕೆ ಮರಳುವ ನಿರೀಕ್ಷೆಯಿದೆ. ಇದಕ್ಕಾಗಿ ನ್ಯೂಜಿಲೆಂಡ್ ವಿರುದ್ಧದ ಸರಣಿಯು ಪ್ರಮುಖ ವೇದಿಕೆಯಾಗಲಿದೆ. [26,450,188,535]
score-row [798,272,918,281]
shram-box-title: ಶ್ರಾಮ್ ಹೋರಾಟ [258,440,322,453]
clue-item: 10.ಮಲೆನಾಡಿನ ನದಿ ಮತ್ತು (3) [766,1208,831,1216]
